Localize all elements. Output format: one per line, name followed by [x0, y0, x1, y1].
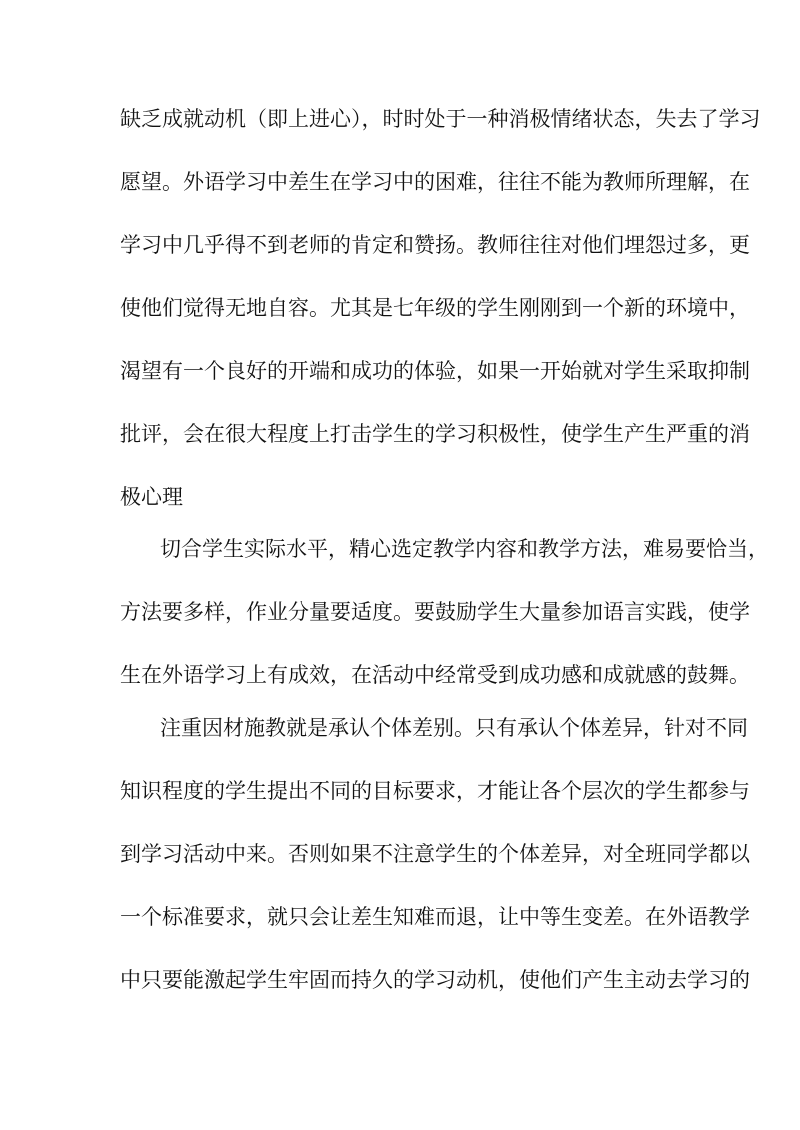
text-line: 知识程度的学生提出不同的目标要求，才能让各个层次的学生都参与 [120, 779, 750, 803]
text-line: 生在外语学习上有成效，在活动中经常受到成功感和成就感的鼓舞。 [120, 663, 750, 687]
text-line: 一个标准要求，就只会让差生知难而退，让中等生变差。在外语教学 [120, 905, 750, 929]
text-line: 愿望。外语学习中差生在学习中的困难，往往不能为教师所理解，在 [120, 170, 750, 194]
text-line: 使他们觉得无地自容。尤其是七年级的学生刚刚到一个新的环境中， [120, 296, 750, 320]
text-line: 到学习活动中来。否则如果不注意学生的个体差异，对全班同学都以 [120, 842, 750, 866]
paragraph-first-line: 切合学生实际水平，精心选定教学内容和教学方法，难易要恰当， [160, 537, 769, 561]
text-line: 批评，会在很大程度上打击学生的学习积极性，使学生产生严重的消 [120, 422, 750, 446]
text-line: 缺乏成就动机（即上进心），时时处于一种消极情绪状态，失去了学习 [120, 107, 761, 131]
text-line: 中只要能激起学生牢固而持久的学习动机，使他们产生主动去学习的 [120, 968, 750, 992]
text-line: 极心理 [120, 485, 183, 509]
paragraph-first-line: 注重因材施教就是承认个体差别。只有承认个体差异，针对不同 [160, 716, 748, 740]
text-line: 渴望有一个良好的开端和成功的体验，如果一开始就对学生采取抑制 [120, 359, 750, 383]
text-line: 学习中几乎得不到老师的肯定和赞扬。教师往往对他们埋怨过多，更 [120, 233, 750, 257]
text-line: 方法要多样，作业分量要适度。要鼓励学生大量参加语言实践，使学 [120, 600, 750, 624]
